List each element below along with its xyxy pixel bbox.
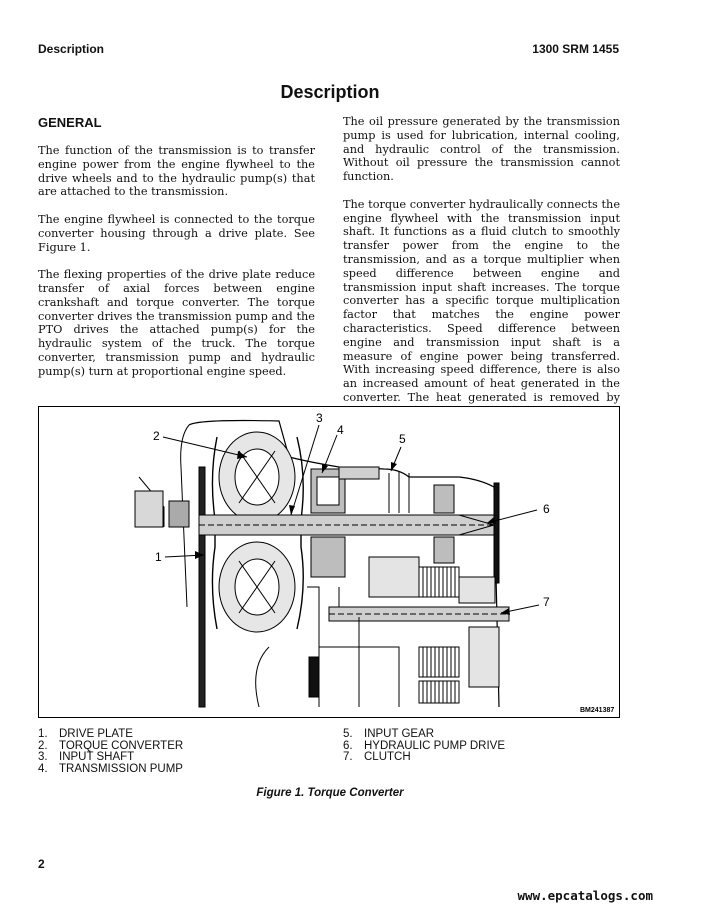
figure-torque-converter xyxy=(38,406,620,718)
legend-item: 1. DRIVE PLATE xyxy=(38,728,133,740)
paragraph: The flexing properties of the drive plate reduce transfer of axial forces between engine crankshaft and torque converter. The torque converter drives the transmission pump and the PTO drives the attached pump(s) for the hydraulic system of the truck. The torque converter, transmission pump and hydraulic pump(s) turn at proportional engine speed. xyxy=(38,268,315,378)
figure-legend-left xyxy=(38,729,183,775)
callout-label: 3 xyxy=(316,411,323,425)
callout-label: 7 xyxy=(543,595,550,609)
legend-item: 7. CLUTCH xyxy=(343,751,411,764)
legend-item: 5. INPUT GEAR xyxy=(343,728,435,740)
figure-caption: Figure 1. Torque Converter xyxy=(256,787,404,799)
legend-item: 3. INPUT SHAFT xyxy=(38,751,135,764)
paragraph: The function of the transmission is to transfer engine power from the engine flywheel to the drive wheels and to the hydraulic pump(s) that are attached to the transmission. xyxy=(38,144,315,199)
callout-label: 2 xyxy=(153,429,160,443)
running-header-left: Description xyxy=(38,42,105,56)
left-column xyxy=(38,144,315,392)
callout-label: 4 xyxy=(337,423,344,437)
paragraph: The engine flywheel is connected to the torque converter housing through a drive plate. See Figure 1. xyxy=(38,212,315,254)
callout-label: 5 xyxy=(399,432,406,446)
page-title: Description xyxy=(280,82,380,102)
torque-converter-drawing xyxy=(39,407,619,717)
paragraph: The oil pressure generated by the transmission pump is used for lubrication, internal cooling, and hydraulic control of the transmission. Without oil pressure the transmission cannot function. xyxy=(343,115,620,184)
section-heading: GENERAL xyxy=(38,115,102,130)
legend-item: 4. TRANSMISSION PUMP xyxy=(38,762,183,775)
figure-legend-right xyxy=(343,729,505,764)
callout-label: 6 xyxy=(543,502,550,516)
legend-item: 6. HYDRAULIC PUMP DRIVE xyxy=(343,739,506,752)
footer-url: www.epcatalogs.com xyxy=(517,888,653,903)
figure-code: BM241387 xyxy=(580,707,615,714)
paragraph: The torque converter hydraulically connects the engine flywheel with the transmission input shaft. It functions as a fluid clutch to smoothly transfer power from the engine to the transmission, and as a torque multiplier when speed difference between engine and transmission input shaft increases. The torque converter has a specific torque multiplication factor that matches the engine power characteristics. Speed difference between engine and transmission input shaft is a measure of engine power being transferred. With increasing speed difference, there is also an increased amount of heat generated in the converter. The heat generated is removed by xyxy=(343,197,620,404)
legend-item: 2. TORQUE CONVERTER xyxy=(38,739,184,752)
right-column xyxy=(343,115,620,446)
running-header-right: 1300 SRM 1455 xyxy=(532,42,619,56)
callout-label: 1 xyxy=(155,550,162,564)
page-number: 2 xyxy=(38,857,45,871)
